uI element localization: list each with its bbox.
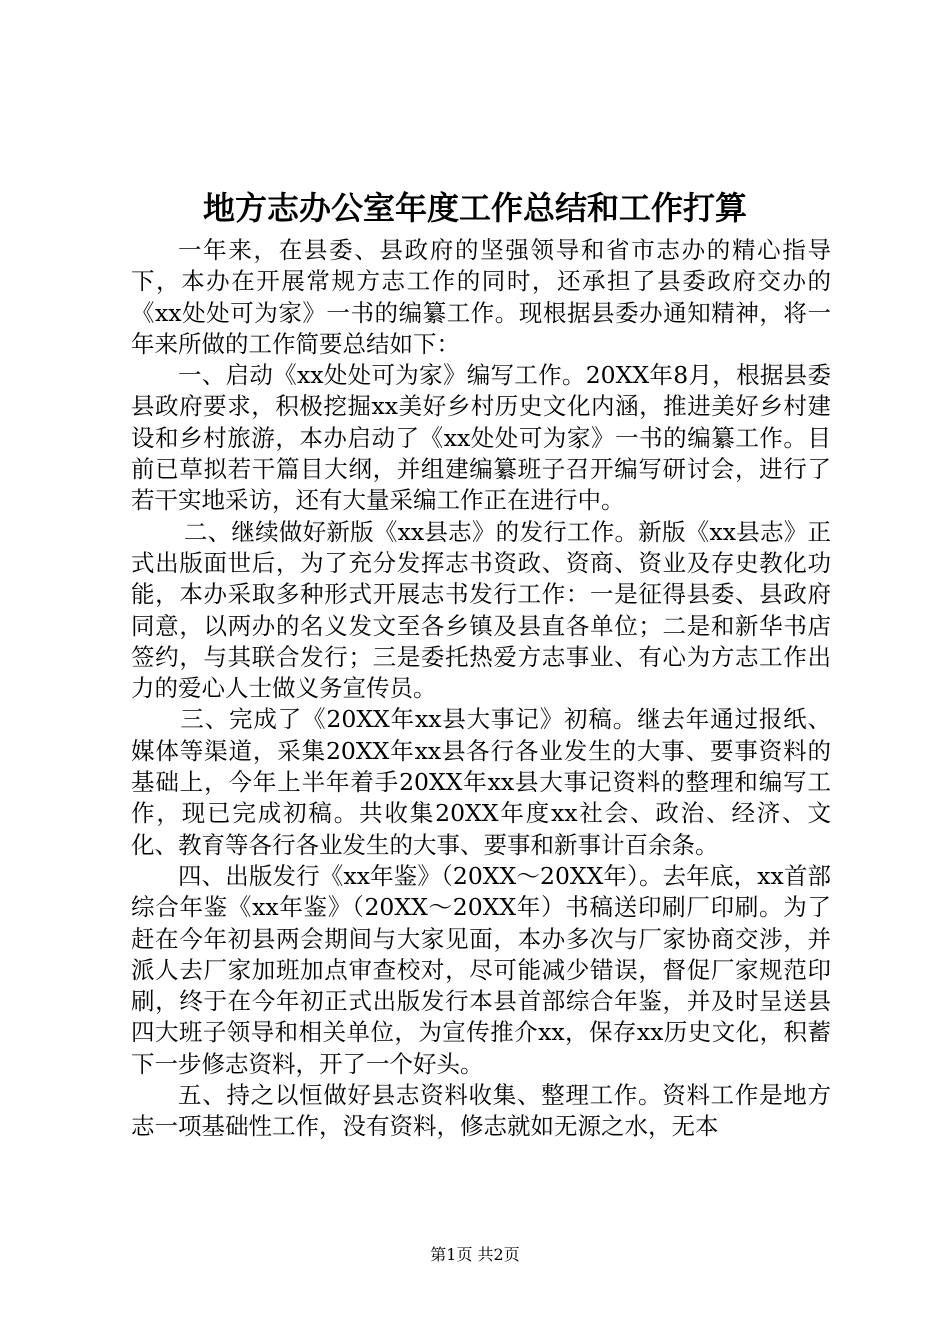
document-body [131, 235, 831, 1143]
paragraph-section-1: 一、启动《xx处处可为家》编写工作。20XX年8月，根据县委县政府要求，积极挖掘xx美好乡村历史文化内涵，推进美好乡村建设和乡村旅游，本办启动了《xx处处可为家》一书的编纂工作。目前已草拟若干篇目大纲，并组建编纂班子召开编写研讨会，进行了若干实地采访，还有大量采编工作正在进行中。 [131, 361, 831, 515]
document-title: 地方志办公室年度工作总结和工作打算 [202, 189, 747, 227]
paragraph-section-5: 五、持之以恒做好县志资料收集、整理工作。资料工作是地方志一项基础性工作，没有资料，修志就如无源之水，无本 [131, 1081, 831, 1141]
page-number-footer: 第1页 共2页 [430, 1245, 520, 1264]
paragraph-intro: 一年来，在县委、县政府的坚强领导和省市志办的精心指导下，本办在开展常规方志工作的同时，还承担了县委政府交办的《xx处处可为家》一书的编纂工作。现根据县委办通知精神，将一年来所做的工作简要总结如下： [131, 236, 831, 358]
paragraph-section-4: 四、出版发行《xx年鉴》（20XX～20XX年）。去年底，xx首部综合年鉴《xx年鉴》（20XX～20XX年）书稿送印刷厂印刷。为了赶在今年初县两会期间与大家见面，本办多次与厂家协商交涉，并派人去厂家加班加点审查校对，尽可能减少错误，督促厂家规范印刷，终于在今年初正式出版发行本县首部综合年鉴，并及时呈送县四大班子领导和相关单位，为宣传推介xx，保存xx历史文化，积蓄下一步修志资料，开了一个好头。 [131, 861, 831, 1078]
paragraph-section-2: 二、继续做好新版《xx县志》的发行工作。新版《xx县志》正式出版面世后，为了充分发挥志书资政、资商、资业及存史教化功能，本办采取多种形式开展志书发行工作：一是征得县委、县政府同意，以两办的名义发文至各乡镇及县直各单位；二是和新华书店签约，与其联合发行；三是委托热爱方志事业、有心为方志工作出力的爱心人士做义务宣传员。 [131, 517, 831, 703]
paragraph-section-3: 三、完成了《20XX年xx县大事记》初稿。继去年通过报纸、媒体等渠道，采集20XX年xx县各行各业发生的大事、要事资料的基础上，今年上半年着手20XX年xx县大事记资料的整理和编写工作，现已完成初稿。共收集20XX年度xx社会、政治、经济、文化、教育等各行各业发生的大事、要事和新事计百余条。 [131, 705, 831, 859]
